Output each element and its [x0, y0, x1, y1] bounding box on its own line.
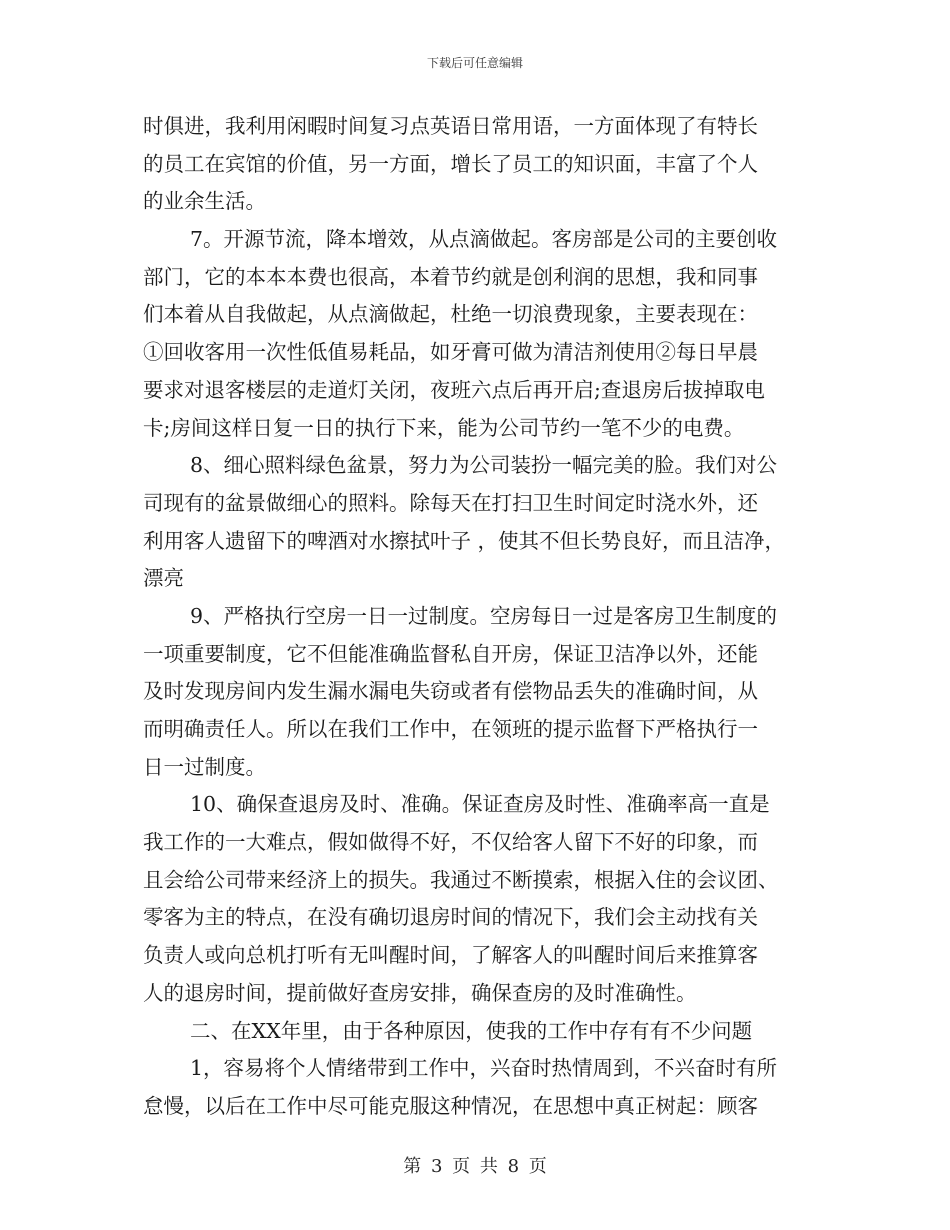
text-line: 利用客人遗留下的啤酒对水擦拭叶子 ，使其不但长势良好，而且洁净， — [143, 528, 786, 553]
text-line: 9、严格执行空房一日一过制度。空房每日一过是客房卫生制度的 — [190, 603, 778, 628]
page-header: 下载后可任意编辑 — [426, 56, 523, 70]
text-line: 及时发现房间内发生漏水漏电失窃或者有偿物品丢失的准确时间，从 — [143, 679, 758, 704]
text-line: 8、细心照料绿色盆景，努力为公司装扮一幅完美的脸。我们对公 — [190, 453, 778, 478]
text-line: 日一过制度。 — [143, 754, 266, 779]
text-line: 而明确责任人。所以在我们工作中，在领班的提示监督下严格执行一 — [143, 717, 758, 741]
text-line: 司现有的盆景做细心的照料。除每天在打扫卫生时间定时浇水外，还 — [143, 490, 758, 515]
text-line: 的业余生活。 — [143, 189, 266, 214]
text-line: 们本着从自我做起，从点滴做起，杜绝一切浪费现象，主要表现在： — [143, 302, 758, 327]
page-footer: 第 3 页 共 8 页 — [403, 1156, 547, 1177]
text-line: 我工作的一大难点，假如做得不好，不仅给客人留下不好的印象，而 — [143, 830, 758, 855]
text-line: ①回收客用一次性低值易耗品，如牙膏可做为清洁剂使用②每日早晨 — [143, 340, 758, 365]
text-line: 且会给公司带来经济上的损失。我通过不断摸索，根据入住的会议团、 — [143, 867, 779, 892]
text-line: 负责人或向总机打听有无叫醒时间，了解客人的叫醒时间后来推算客 — [143, 943, 758, 968]
text-line: 一项重要制度，它不但能准确监督私自开房，保证卫洁净以外，还能 — [143, 641, 758, 666]
text-line: 要求对退客楼层的走道灯关闭，夜班六点后再开启;查退房后拔掉取电 — [143, 377, 765, 402]
text-line: 部门，它的本本本费也很高，本着节约就是创利润的思想，我和同事 — [143, 264, 758, 289]
text-line: 10、确保查退房及时、准确。保证查房及时性、准确率高一直是 — [190, 792, 770, 817]
text-line: 怠慢，以后在工作中尽可能克服这种情况，在思想中真正树起：顾客 — [143, 1093, 758, 1118]
text-line: 人的退房时间，提前做好查房安排，确保查房的及时准确性。 — [143, 980, 697, 1005]
text-line: 7。开源节流，降本增效，从点滴做起。客房部是公司的主要创收 — [190, 227, 778, 252]
text-line: 二、在XX年里，由于各种原因，使我的工作中存有有不少问题 — [190, 1018, 753, 1043]
text-line: 漂亮 — [143, 566, 184, 591]
text-line: 的员工在宾馆的价值，另一方面，增长了员工的知识面，丰富了个人 — [143, 151, 758, 176]
text-line: 1，容易将个人情绪带到工作中，兴奋时热情周到，不兴奋时有所 — [190, 1056, 778, 1081]
text-line: 时俱进，我利用闲暇时间复习点英语日常用语，一方面体现了有特长 — [143, 114, 758, 138]
text-line: 零客为主的特点，在没有确切退房时间的情况下，我们会主动找有关 — [143, 905, 758, 930]
document-body — [143, 108, 823, 1126]
text-line: 卡;房间这样日复一日的执行下来，能为公司节约一笔不少的电费。 — [143, 415, 745, 440]
